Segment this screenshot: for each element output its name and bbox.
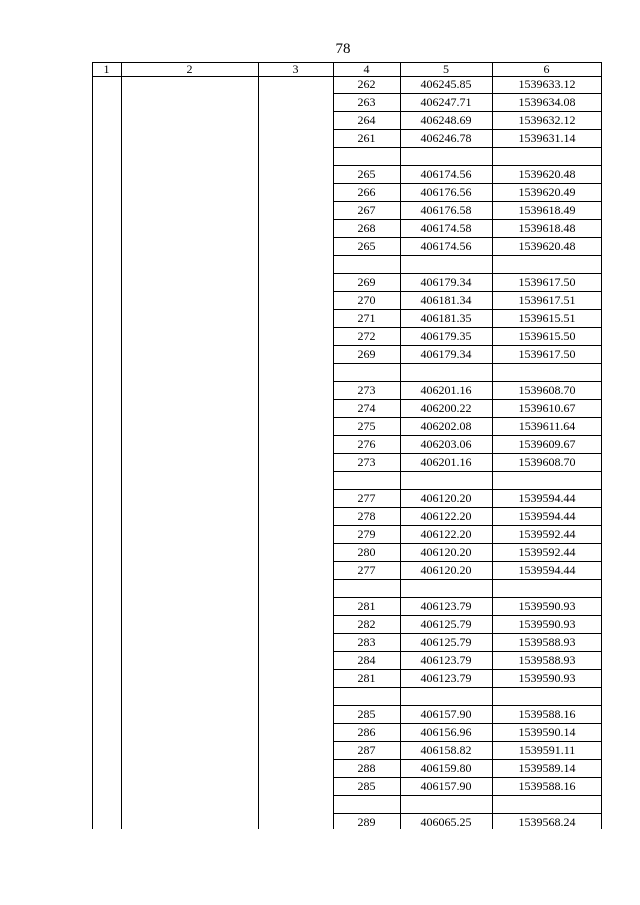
point-number-cell	[333, 148, 400, 165]
column-header: 4	[363, 62, 370, 76]
point-number-cell: 265	[357, 239, 376, 253]
table-row	[333, 382, 602, 400]
y-coordinate-cell	[492, 364, 602, 381]
x-coordinate-cell: 406176.56	[420, 185, 472, 199]
y-coordinate-cell: 1539588.93	[518, 653, 576, 667]
table-row	[333, 580, 602, 598]
y-coordinate-cell: 1539618.48	[518, 221, 576, 235]
table-body	[333, 76, 602, 829]
y-coordinate-cell: 1539617.51	[518, 293, 576, 307]
point-number-cell: 275	[357, 419, 376, 433]
x-coordinate-cell: 406174.56	[420, 239, 472, 253]
point-number-cell: 279	[357, 527, 376, 541]
point-number-cell	[333, 256, 400, 273]
point-number-cell: 267	[357, 203, 376, 217]
column-header: 1	[103, 62, 110, 76]
x-coordinate-cell: 406120.20	[420, 563, 472, 577]
y-coordinate-cell: 1539590.14	[518, 725, 576, 739]
table-row	[333, 526, 602, 544]
table-row	[333, 742, 602, 760]
point-number-cell: 263	[357, 95, 376, 109]
y-coordinate-cell: 1539588.16	[518, 779, 576, 793]
x-coordinate-cell: 406158.82	[420, 743, 472, 757]
point-number-cell: 277	[357, 491, 376, 505]
y-coordinate-cell: 1539620.48	[518, 239, 576, 253]
point-number-cell: 262	[357, 77, 376, 91]
x-coordinate-cell: 406123.79	[420, 653, 472, 667]
table-row	[333, 238, 602, 256]
table-row	[333, 814, 602, 829]
y-coordinate-cell: 1539588.16	[518, 707, 576, 721]
x-coordinate-cell: 406246.78	[420, 131, 472, 145]
table-row	[333, 220, 602, 238]
table-row	[333, 202, 602, 220]
y-coordinate-cell: 1539608.70	[518, 383, 576, 397]
point-number-cell: 287	[357, 743, 376, 757]
table-row	[333, 652, 602, 670]
y-coordinate-cell: 1539591.11	[518, 743, 576, 757]
point-number-cell: 286	[357, 725, 376, 739]
table-row	[333, 94, 602, 112]
point-number-cell: 282	[357, 617, 376, 631]
point-number-cell: 269	[357, 347, 376, 361]
table-row	[333, 166, 602, 184]
point-number-cell: 269	[357, 275, 376, 289]
x-coordinate-cell: 406156.96	[420, 725, 472, 739]
point-number-cell: 278	[357, 509, 376, 523]
x-coordinate-cell: 406120.20	[420, 545, 472, 559]
y-coordinate-cell	[492, 796, 602, 813]
x-coordinate-cell: 406122.20	[420, 527, 472, 541]
x-coordinate-cell: 406181.34	[420, 293, 472, 307]
table-row	[333, 148, 602, 166]
x-coordinate-cell: 406174.56	[420, 167, 472, 181]
point-number-cell	[333, 796, 400, 813]
x-coordinate-cell: 406157.90	[420, 707, 472, 721]
point-number-cell: 280	[357, 545, 376, 559]
point-number-cell: 289	[357, 815, 376, 829]
table-row	[333, 688, 602, 706]
y-coordinate-cell: 1539588.93	[518, 635, 576, 649]
y-coordinate-cell	[492, 472, 602, 489]
table-row	[333, 274, 602, 292]
table-row	[333, 328, 602, 346]
table-row	[333, 76, 602, 94]
x-coordinate-cell: 406159.80	[420, 761, 472, 775]
x-coordinate-cell: 406181.35	[420, 311, 472, 325]
table-row	[333, 454, 602, 472]
y-coordinate-cell: 1539611.64	[518, 419, 576, 433]
point-number-cell: 285	[357, 707, 376, 721]
point-number-cell	[333, 472, 400, 489]
x-coordinate-cell: 406179.34	[420, 275, 472, 289]
table-rule	[121, 62, 122, 829]
x-coordinate-cell: 406123.79	[420, 599, 472, 613]
point-number-cell: 276	[357, 437, 376, 451]
point-number-cell: 272	[357, 329, 376, 343]
table-row	[333, 472, 602, 490]
table-row	[333, 256, 602, 274]
table-row	[333, 292, 602, 310]
x-coordinate-cell	[400, 580, 492, 597]
table-row	[333, 634, 602, 652]
table-row	[333, 310, 602, 328]
column-header: 5	[443, 62, 449, 76]
page-number: 78	[335, 41, 351, 57]
x-coordinate-cell	[400, 148, 492, 165]
y-coordinate-cell: 1539620.48	[518, 167, 576, 181]
table-row	[333, 796, 602, 814]
x-coordinate-cell: 406248.69	[420, 113, 472, 127]
point-number-cell: 283	[357, 635, 376, 649]
x-coordinate-cell	[400, 472, 492, 489]
x-coordinate-cell: 406157.90	[420, 779, 472, 793]
table-row	[333, 490, 602, 508]
point-number-cell	[333, 688, 400, 705]
y-coordinate-cell: 1539590.93	[518, 671, 576, 685]
point-number-cell	[333, 364, 400, 381]
table-row	[333, 778, 602, 796]
point-number-cell: 265	[357, 167, 376, 181]
y-coordinate-cell: 1539617.50	[518, 347, 576, 361]
y-coordinate-cell	[492, 256, 602, 273]
y-coordinate-cell: 1539618.49	[518, 203, 576, 217]
x-coordinate-cell: 406201.16	[420, 383, 472, 397]
point-number-cell: 266	[357, 185, 376, 199]
y-coordinate-cell: 1539608.70	[518, 455, 576, 469]
point-number-cell: 273	[357, 455, 376, 469]
x-coordinate-cell: 406125.79	[420, 617, 472, 631]
x-coordinate-cell	[400, 796, 492, 813]
y-coordinate-cell	[492, 148, 602, 165]
table-row	[333, 400, 602, 418]
table-row	[333, 346, 602, 364]
y-coordinate-cell: 1539633.12	[518, 77, 576, 91]
x-coordinate-cell: 406201.16	[420, 455, 472, 469]
table-row	[333, 706, 602, 724]
x-coordinate-cell: 406176.58	[420, 203, 472, 217]
y-coordinate-cell: 1539620.49	[518, 185, 576, 199]
table-row	[333, 130, 602, 148]
point-number-cell: 273	[357, 383, 376, 397]
y-coordinate-cell: 1539592.44	[518, 527, 576, 541]
x-coordinate-cell: 406247.71	[420, 95, 472, 109]
table-row	[333, 616, 602, 634]
y-coordinate-cell: 1539594.44	[518, 491, 576, 505]
y-coordinate-cell: 1539594.44	[518, 563, 576, 577]
x-coordinate-cell: 406202.08	[420, 419, 472, 433]
x-coordinate-cell: 406203.06	[420, 437, 472, 451]
y-coordinate-cell: 1539589.14	[518, 761, 576, 775]
x-coordinate-cell: 406200.22	[420, 401, 472, 415]
table-rule	[258, 62, 259, 829]
point-number-cell: 277	[357, 563, 376, 577]
y-coordinate-cell: 1539631.14	[518, 131, 576, 145]
table-row	[333, 724, 602, 742]
column-header: 2	[186, 62, 193, 76]
y-coordinate-cell: 1539590.93	[518, 599, 576, 613]
point-number-cell	[333, 580, 400, 597]
x-coordinate-cell: 406179.35	[420, 329, 472, 343]
point-number-cell: 261	[357, 131, 376, 145]
y-coordinate-cell	[492, 580, 602, 597]
y-coordinate-cell: 1539632.12	[518, 113, 576, 127]
y-coordinate-cell: 1539610.67	[518, 401, 576, 415]
y-coordinate-cell: 1539615.50	[518, 329, 576, 343]
table-row	[333, 670, 602, 688]
x-coordinate-cell: 406123.79	[420, 671, 472, 685]
table-row	[333, 418, 602, 436]
point-number-cell: 271	[357, 311, 376, 325]
point-number-cell: 281	[357, 599, 376, 613]
point-number-cell: 264	[357, 113, 376, 127]
x-coordinate-cell: 406179.34	[420, 347, 472, 361]
table-row	[333, 508, 602, 526]
y-coordinate-cell: 1539634.08	[518, 95, 576, 109]
y-coordinate-cell: 1539609.67	[518, 437, 576, 451]
table-row	[333, 760, 602, 778]
table-row	[333, 598, 602, 616]
header-row	[92, 62, 602, 76]
x-coordinate-cell: 406245.85	[420, 77, 472, 91]
x-coordinate-cell	[400, 364, 492, 381]
x-coordinate-cell: 406122.20	[420, 509, 472, 523]
point-number-cell: 288	[357, 761, 376, 775]
y-coordinate-cell: 1539568.24	[518, 815, 576, 829]
table-row	[333, 562, 602, 580]
x-coordinate-cell: 406065.25	[420, 815, 472, 829]
table-rule	[92, 62, 93, 829]
coordinates-table	[92, 62, 602, 829]
table-row	[333, 436, 602, 454]
point-number-cell: 285	[357, 779, 376, 793]
y-coordinate-cell: 1539594.44	[518, 509, 576, 523]
x-coordinate-cell: 406125.79	[420, 635, 472, 649]
table-row	[333, 112, 602, 130]
y-coordinate-cell: 1539615.51	[518, 311, 576, 325]
column-header: 3	[292, 62, 299, 76]
point-number-cell: 284	[357, 653, 376, 667]
table-row	[333, 544, 602, 562]
x-coordinate-cell: 406174.58	[420, 221, 472, 235]
table-row	[333, 184, 602, 202]
y-coordinate-cell: 1539617.50	[518, 275, 576, 289]
x-coordinate-cell	[400, 688, 492, 705]
x-coordinate-cell: 406120.20	[420, 491, 472, 505]
point-number-cell: 281	[357, 671, 376, 685]
column-header: 6	[543, 62, 550, 76]
table-row	[333, 364, 602, 382]
point-number-cell: 268	[357, 221, 376, 235]
y-coordinate-cell: 1539592.44	[518, 545, 576, 559]
y-coordinate-cell	[492, 688, 602, 705]
y-coordinate-cell: 1539590.93	[518, 617, 576, 631]
point-number-cell: 270	[357, 293, 376, 307]
x-coordinate-cell	[400, 256, 492, 273]
point-number-cell: 274	[357, 401, 376, 415]
